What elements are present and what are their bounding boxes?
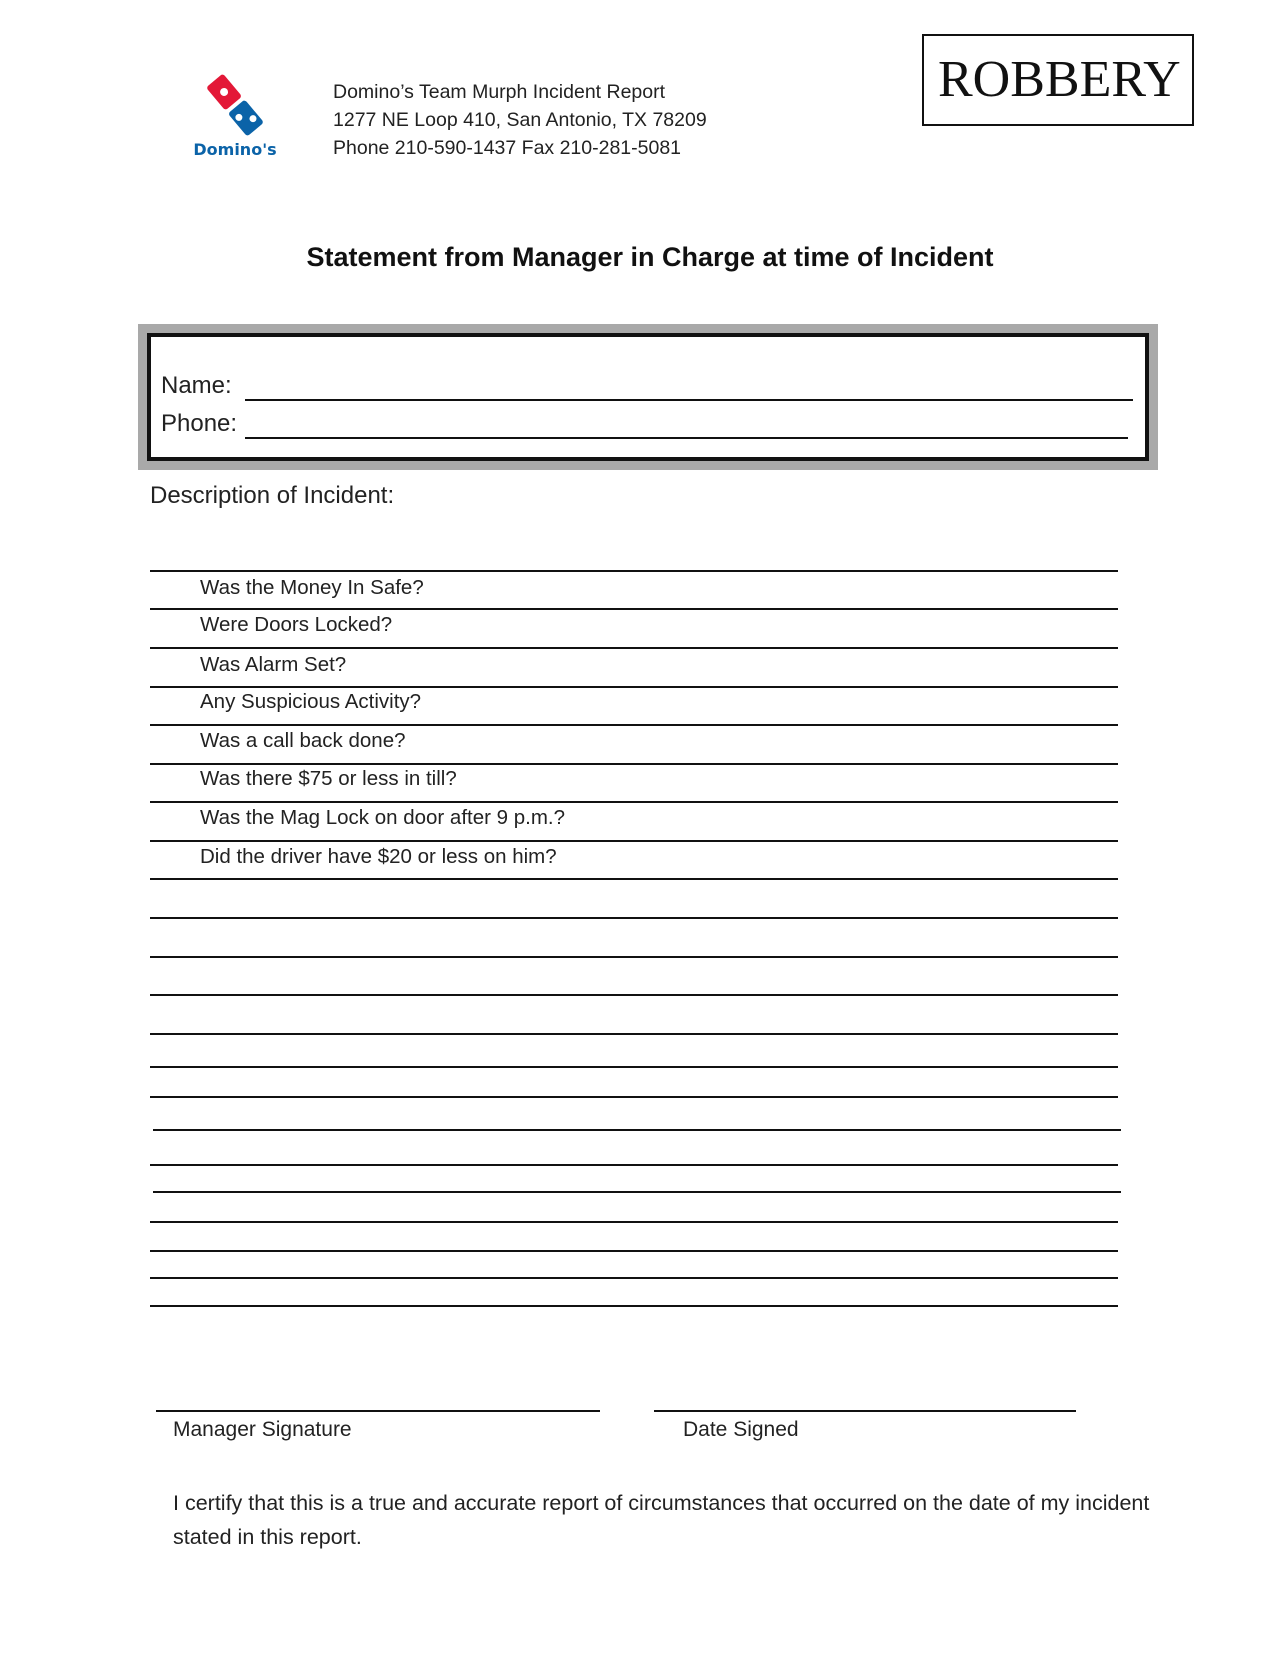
description-line[interactable] <box>150 608 1118 610</box>
description-line[interactable] <box>150 1164 1118 1166</box>
description-line[interactable] <box>150 1033 1118 1035</box>
question-doors-locked: Were Doors Locked? <box>200 613 393 636</box>
description-line[interactable] <box>150 1066 1118 1068</box>
description-line[interactable] <box>150 570 1118 572</box>
description-line[interactable] <box>153 1191 1121 1193</box>
manager-signature-label: Manager Signature <box>173 1418 352 1441</box>
date-signed-line[interactable] <box>654 1410 1076 1412</box>
question-till-amount: Was there $75 or less in till? <box>200 767 457 790</box>
description-line[interactable] <box>150 801 1118 803</box>
name-label: Name: <box>161 372 232 399</box>
description-line[interactable] <box>153 1129 1121 1131</box>
date-signed-label: Date Signed <box>683 1418 799 1441</box>
description-line[interactable] <box>150 763 1118 765</box>
question-suspicious-activity: Any Suspicious Activity? <box>200 690 422 713</box>
description-line[interactable] <box>150 840 1118 842</box>
incident-type-stamp: ROBBERY <box>922 34 1194 126</box>
page-title: Statement from Manager in Charge at time of Incident <box>306 242 994 272</box>
manager-signature-line[interactable] <box>156 1410 600 1412</box>
description-line[interactable] <box>150 956 1118 958</box>
description-line[interactable] <box>150 686 1118 688</box>
description-label: Description of Incident: <box>150 482 395 509</box>
description-line[interactable] <box>150 1221 1118 1223</box>
contact-box <box>147 333 1149 461</box>
phone-label: Phone: <box>161 410 238 437</box>
dominos-domino-logo-icon <box>190 70 280 140</box>
certification-statement: I certify that this is a true and accurate report of circumstances that occurred on the date of my incident stated in this report. <box>173 1491 1150 1549</box>
question-mag-lock: Was the Mag Lock on door after 9 p.m.? <box>200 806 566 829</box>
description-line[interactable] <box>150 1096 1118 1098</box>
description-line[interactable] <box>150 724 1118 726</box>
description-line[interactable] <box>150 1250 1118 1252</box>
question-money-in-safe: Was the Money In Safe? <box>200 576 424 599</box>
dominos-logo <box>190 70 280 165</box>
description-line[interactable] <box>150 878 1118 880</box>
phone-field[interactable] <box>245 437 1128 439</box>
description-line[interactable] <box>150 917 1118 919</box>
header-address: 1277 NE Loop 410, San Antonio, TX 78209 <box>333 109 707 131</box>
header-info <box>333 78 707 162</box>
logo-wordmark: Domino's <box>193 140 277 159</box>
header-title: Domino’s Team Murph Incident Report <box>333 81 666 103</box>
name-field[interactable] <box>245 399 1133 401</box>
question-driver-cash: Did the driver have $20 or less on him? <box>200 845 557 868</box>
description-line[interactable] <box>150 1277 1118 1279</box>
description-line[interactable] <box>150 647 1118 649</box>
header-phone-fax: Phone 210-590-1437 Fax 210-281-5081 <box>333 137 682 159</box>
question-alarm-set: Was Alarm Set? <box>200 653 347 676</box>
description-line[interactable] <box>150 994 1118 996</box>
question-call-back: Was a call back done? <box>200 729 406 752</box>
description-line[interactable] <box>150 1305 1118 1307</box>
